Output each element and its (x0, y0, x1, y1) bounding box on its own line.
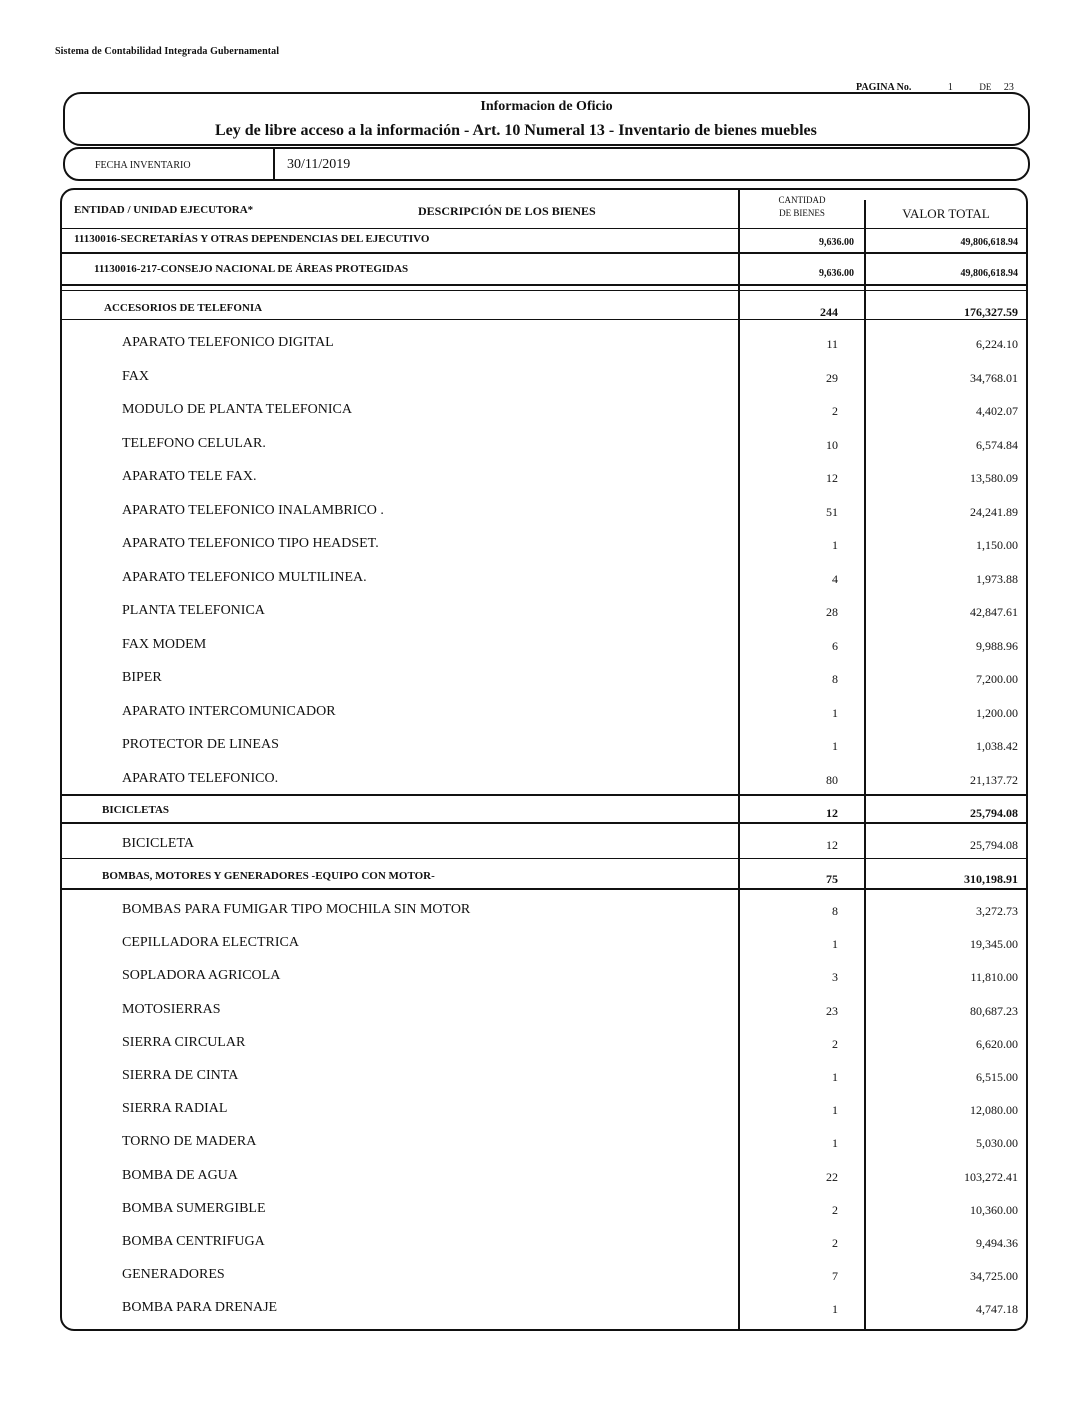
item-desc: GENERADORES (122, 1267, 225, 1283)
group-valor: 176,327.59 (964, 305, 1018, 319)
entity-valor: 49,806,618.94 (960, 237, 1018, 248)
item-cantidad: 2 (832, 1036, 838, 1051)
item-valor: 1,973.88 (976, 571, 1018, 586)
item-valor: 24,241.89 (970, 504, 1018, 519)
group-cantidad: 12 (826, 806, 838, 820)
item-desc: TELEFONO CELULAR. (122, 435, 266, 451)
item-cantidad: 12 (826, 471, 838, 485)
item-cantidad: 2 (832, 404, 838, 418)
column-header-cantidad-line2: DE BIENES (779, 208, 825, 218)
group-name: BICICLETAS (102, 804, 170, 816)
item-cantidad: 1 (832, 739, 838, 753)
item-valor: 6,515.00 (976, 1070, 1018, 1084)
item-desc: SOPLADORA AGRICOLA (122, 968, 281, 984)
column-header-descripcion: DESCRIPCIÓN DE LOS BIENES (418, 204, 596, 218)
item-valor: 4,402.07 (976, 404, 1018, 418)
report-title-box (63, 92, 1030, 146)
page-label: PAGINA No. (856, 82, 912, 93)
item-desc: SIERRA DE CINTA (122, 1068, 239, 1083)
report-subtitle: Ley de libre acceso a la información - Art. 10 Numeral 13 - Inventario de bienes muebles (215, 122, 817, 139)
item-desc: BOMBAS PARA FUMIGAR TIPO MOCHILA SIN MOTOR (122, 902, 471, 917)
item-valor: 34,768.01 (970, 370, 1018, 385)
item-cantidad: 51 (826, 504, 838, 519)
item-desc: PROTECTOR DE LINEAS (122, 737, 279, 752)
divider (62, 252, 1026, 254)
item-cantidad: 1 (832, 705, 838, 720)
divider (62, 284, 1026, 286)
item-valor: 12,080.00 (970, 1103, 1018, 1118)
item-desc: PLANTA TELEFONICA (122, 603, 265, 618)
entity-cantidad: 9,636.00 (819, 237, 854, 248)
item-cantidad: 3 (832, 970, 838, 985)
column-header-cantidad-line1: CANTIDAD (778, 195, 826, 205)
item-valor: 42,847.61 (970, 605, 1018, 619)
column-divider (864, 200, 866, 1329)
item-desc: BOMBA SUMERGIBLE (122, 1200, 266, 1216)
item-desc: TORNO DE MADERA (122, 1134, 257, 1150)
item-valor: 103,272.41 (964, 1169, 1018, 1184)
divider (62, 290, 1026, 291)
item-cantidad: 2 (832, 1202, 838, 1217)
item-cantidad: 4 (832, 571, 838, 586)
item-desc: MOTOSIERRAS (122, 1001, 221, 1017)
item-valor: 1,038.42 (976, 739, 1018, 753)
inventory-table (60, 188, 1028, 1331)
item-cantidad: 1 (832, 1103, 838, 1118)
unit-valor: 49,806,618.94 (960, 268, 1018, 279)
item-cantidad: 8 (832, 672, 838, 686)
column-divider (738, 190, 740, 1329)
item-desc: SIERRA CIRCULAR (122, 1034, 246, 1050)
item-desc: FAX (122, 368, 149, 384)
item-desc: APARATO TELEFONICO DIGITAL (122, 335, 334, 350)
page-total: 23 (1003, 82, 1014, 93)
item-desc: SIERRA RADIAL (122, 1101, 228, 1117)
item-valor: 9,988.96 (976, 638, 1018, 653)
group-valor: 25,794.08 (970, 806, 1018, 820)
item-desc: FAX MODEM (122, 636, 207, 652)
divider (62, 888, 1026, 890)
item-cantidad: 22 (826, 1169, 838, 1184)
item-cantidad: 1 (832, 937, 838, 952)
item-cantidad: 1 (832, 1302, 838, 1317)
group-valor: 310,198.91 (964, 872, 1018, 886)
item-desc: BICICLETA (122, 836, 194, 851)
item-valor: 3,272.73 (976, 904, 1018, 918)
item-valor: 7,200.00 (976, 672, 1018, 686)
group-name: BOMBAS, MOTORES Y GENERADORES -EQUIPO CON MOTOR- (102, 870, 435, 882)
item-valor: 6,574.84 (976, 437, 1018, 452)
item-valor: 13,580.09 (970, 471, 1018, 485)
item-cantidad: 12 (826, 838, 838, 852)
item-valor: 1,200.00 (976, 705, 1018, 720)
item-valor: 5,030.00 (976, 1136, 1018, 1151)
item-desc: APARATO TELE FAX. (122, 469, 257, 484)
divider (62, 228, 1026, 229)
item-valor: 6,620.00 (976, 1036, 1018, 1051)
page-of-label: DE (979, 82, 992, 92)
item-desc: APARATO TELEFONICO. (122, 770, 279, 786)
item-desc: APARATO TELEFONICO TIPO HEADSET. (122, 536, 379, 551)
item-desc: BOMBA PARA DRENAJE (122, 1300, 278, 1316)
report-title: Informacion de Oficio (480, 99, 613, 114)
divider (62, 822, 1026, 824)
item-valor: 4,747.18 (976, 1302, 1018, 1317)
divider (273, 149, 275, 179)
item-cantidad: 7 (832, 1269, 838, 1284)
item-desc: BIPER (122, 670, 162, 685)
divider (62, 858, 1026, 859)
inventory-date-box (63, 147, 1030, 181)
item-cantidad: 8 (832, 904, 838, 918)
item-valor: 19,345.00 (970, 937, 1018, 952)
group-cantidad: 244 (820, 305, 838, 319)
item-valor: 25,794.08 (970, 838, 1018, 852)
item-desc: CEPILLADORA ELECTRICA (122, 935, 299, 951)
item-cantidad: 29 (826, 370, 838, 385)
page-number: 1 (947, 82, 953, 93)
entity-name: 11130016-SECRETARÍAS Y OTRAS DEPENDENCIAS DEL EJECUTIVO (74, 233, 430, 245)
item-desc: APARATO TELEFONICO INALAMBRICO . (122, 502, 384, 518)
item-cantidad: 1 (832, 538, 838, 552)
item-cantidad: 28 (826, 605, 838, 619)
item-cantidad: 6 (832, 638, 838, 653)
item-valor: 10,360.00 (970, 1202, 1018, 1217)
item-valor: 34,725.00 (970, 1269, 1018, 1284)
item-valor: 11,810.00 (970, 970, 1018, 985)
column-header-cantidad (740, 194, 864, 220)
item-valor: 21,137.72 (970, 772, 1018, 787)
unit-name: 11130016-217-CONSEJO NACIONAL DE ÁREAS PROTEGIDAS (94, 263, 409, 275)
column-header-entidad: ENTIDAD / UNIDAD EJECUTORA* (74, 204, 254, 216)
item-valor: 80,687.23 (970, 1003, 1018, 1018)
item-cantidad: 1 (832, 1070, 838, 1084)
item-desc: BOMBA CENTRIFUGA (122, 1234, 265, 1249)
item-valor: 1,150.00 (976, 538, 1018, 552)
item-valor: 9,494.36 (976, 1236, 1018, 1250)
unit-cantidad: 9,636.00 (819, 268, 854, 279)
group-name: ACCESORIOS DE TELEFONIA (104, 302, 263, 314)
column-header-valor: VALOR TOTAL (902, 206, 990, 221)
item-desc: BOMBA DE AGUA (122, 1167, 238, 1183)
item-cantidad: 1 (832, 1136, 838, 1151)
item-cantidad: 11 (826, 337, 838, 351)
inventory-date-value: 30/11/2019 (287, 157, 351, 172)
inventory-date-label: FECHA INVENTARIO (95, 160, 191, 171)
item-cantidad: 2 (832, 1236, 838, 1250)
item-cantidad: 23 (826, 1003, 838, 1018)
item-cantidad: 80 (826, 772, 838, 787)
divider (62, 794, 1026, 796)
item-desc: MODULO DE PLANTA TELEFONICA (122, 402, 353, 417)
divider (62, 319, 1026, 320)
system-title: Sistema de Contabilidad Integrada Gubernamental (55, 46, 280, 57)
item-cantidad: 10 (826, 437, 838, 452)
item-desc: APARATO INTERCOMUNICADOR (122, 703, 336, 719)
item-desc: APARATO TELEFONICO MULTILINEA. (122, 569, 367, 585)
group-cantidad: 75 (826, 872, 838, 886)
item-valor: 6,224.10 (976, 337, 1018, 351)
